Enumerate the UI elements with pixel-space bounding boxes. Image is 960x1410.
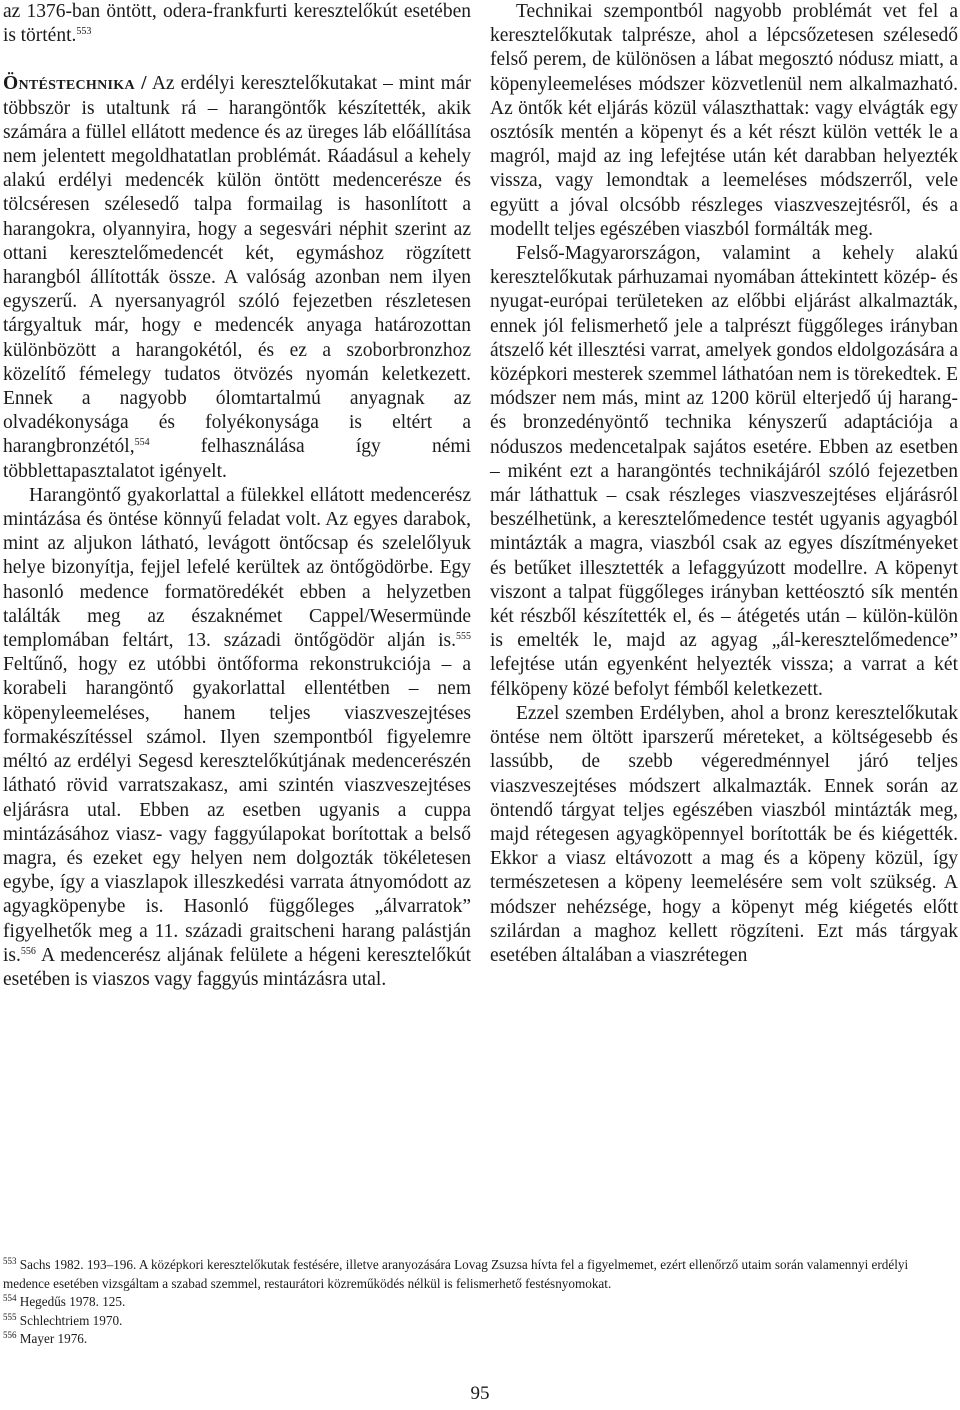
footnote-555: $^{555}$ Schlechtriem 1970.: [3, 1311, 123, 1328]
footnote-ref-553[interactable]: 553: [76, 26, 92, 38]
paragraph-bell-founder-practice: Harangöntő gyakorlattal a fülekkel ellátott medencerész mintázása és öntése könnyű feladat volt. Az egyes darabok, mint az aljukon látható, levágott öntőcsap és szelelőlyuk helye bizonyítja, fejjel lefelé kerültek az öntőgödörbe. Egy hasonló medence formatöredékét ebben a helyzetben találták meg az északnémet Cappel/Wesermünde templomában feltárt, 13. századi öntőgödör alján is.$^{555}$ Feltűnő, hogy ez utóbbi öntőforma rekonstrukciója – a korabeli harangöntő gyakorlattal ellentétben – nem köpenyleemeléses, hanem teljes viaszveszejtéses formakészítéssel számol. Ilyen szempontból figyelemre méltó az erdélyi Segesd keresztelőkútjának medencerészén látható rövid varratszakasz, ami szintén viaszveszejtéses eljárásra utal. Ebben az esetben ugyanis a cuppa mintázásához viasz- vagy faggyúlapokat borítottak a belső magra, és ezeket egy helyen nem dolgozták tökéletesen egybe, így a viaszlapok illeszkedési varrata átnyomódott az agyagköpenybe is. Hasonló függőleges „álvarratok” figyelhetők meg a 11. századi graitscheni harang palástján is.$^{556}$ A medencerész aljának felülete a hégeni keresztelőkút esetében is viaszos vagy faggyús mintázásra utal.: [3, 484, 471, 990]
section-heading: Öntéstechnika /: [3, 73, 147, 95]
footnote-ref-556[interactable]: 556: [20, 945, 36, 957]
left-column: [3, 0, 471, 992]
footnote-554: $^{554}$ Hegedűs 1978. 125.: [3, 1293, 126, 1309]
footnote-ref-554[interactable]: 554: [134, 437, 150, 449]
paragraph-transylvania: Ezzel szemben Erdélyben, ahol a bronz keresztelőkutak öntése nem öltött iparszerű méreteket, a költségesebb és lassúbb, de szebb végeredménnyel járó teljes viaszveszejtéses módszert alkalmazták. Ennek során az öntendő tárgyat teljes egészében viaszból mintázták meg, majd rétegesen agyagköpennyel borították be és kiégették. Ekkor a viasz eltávozott a mag és a köpeny közül, így természetesen a köpeny leemelésére sem volt szükség. A módszer nehézsége, hogy a köpenyt még kiégetés előtt szilárdan a maghoz kellett rögzíteni. Ezt más tárgyak esetében általában a viaszrétegen: [490, 702, 958, 966]
paragraph-continuation: az 1376-ban öntött, odera-frankfurti keresztelőkút esetében is történt.$^{553}$: [3, 1, 471, 47]
page-number: 95: [470, 1383, 490, 1404]
paragraph-technical-problem: Technikai szempontból nagyobb problémát vet fel a keresztelőkutak talprésze, ahol a lépcsőzetesen szélesedő felső perem, de különösen a lábat megosztó nódusz miatt, a köpenyleemeléses módszer közvetlenül nem alkalmazható. Az öntők két eljárás közül választhattak: vagy elvágták egy osztósík mentén a köpenyt és a két részt külön vették le a magról, majd az ing lefejtése után két darabban helyezték vissza, vagy lemondtak a leemeléses módszerről, vele együtt a jóval olcsóbb részleges viaszveszejtésről, és a modellt teljes egészében viaszból formálták meg.: [490, 1, 958, 240]
footnote-ref-555[interactable]: 555: [456, 631, 471, 643]
paragraph-upper-hungary: Felső-Magyarországon, valamint a kehely alakú keresztelőkutak párhuzamai nyomában áttekintett közép- és nyugat-európai területeken az előbbi eljárást alkalmazták, ennek jól felismerhető jele a talprészt függőleges irányban átszelő két illesztési varrat, amelyek gondos eldolgozására a középkori mesterek szemmel láthatóan nem is törekedtek. E módszer nem más, mint az 1200 körül elterjedő új harang- és bronzedényöntő technika kényszerű adaptációja a nóduszos medencetalpak sajátos esetére. Ebben az esetben – miként ezt a harangöntés technikájáról szóló fejezetben már láthattuk – csak részleges viaszveszejtéses eljárásról beszélhetünk, a keresztelőmedence testét ugyanis agyagból mintázták a magra, viaszból csak az egyes díszítményeket és betűket illesztették a lefaggyúzott modellre. A köpenyt viszont a talpat függőleges irányban kettéosztó sík mentén két részből készítették el, és – átégetés után – külön-külön is emelték le, majd az agyag „ál-keresztelőmedence” lefejtése után egyenként helyezték vissza; a varrat a két félköpeny közé befolyt fémből keletkezett.: [490, 243, 958, 700]
footnotes: [3, 1256, 958, 1349]
footnote-553: $^{553}$ Sachs 1982. 193–196. A középkori keresztelőkutak festésére, illetve aranyozására Lovag Zsuzsa hívta fel a figyelmemet, ezért ellenőrző utaim során valamennyi erdélyi medence esetében vizsgáltam a szabad szemmel, restaurátori közreműködés nélkül is felismerhető festésnyomokat.: [3, 1256, 909, 1291]
footnote-556: $^{556}$ Mayer 1976.: [3, 1330, 88, 1346]
right-column: [490, 0, 958, 968]
paragraph-casting-technique: Öntéstechnika / Az erdélyi keresztelőkutakat – mint már többször is utaltunk rá – harangöntők készítették, akik számára a füllel ellátott medence és az üreges láb előállítása nem jelentett megoldhatatlan problémát. Ráadásul a kehely alakú erdélyi medencék külön öntött medencerésze és tölcséresen szélesedő talpa formailag is hasonlított a harangokra, olyannyira, hogy a segesvári néphit szerint az ottani keresztelőmedencét két, egymáshoz rögzített harangból állították össze. A valóság azonban nem ilyen egyszerű. A nyersanyagról szóló fejezetben részletesen tárgyaltuk már, hogy e medencék anyaga határozottan különbözött a harangokétól, és ez a szoborbronzhoz közelítő fémelegy tudatos ötvözés nyomán keletkezett. Ennek a nagyobb ólomtartalmú anyagnak az olvadékonysága és folyékonysága is eltért a harangbronzétól,$^{554}$ felhasználása így némi többlettapasztalatot igényelt.: [3, 73, 471, 482]
